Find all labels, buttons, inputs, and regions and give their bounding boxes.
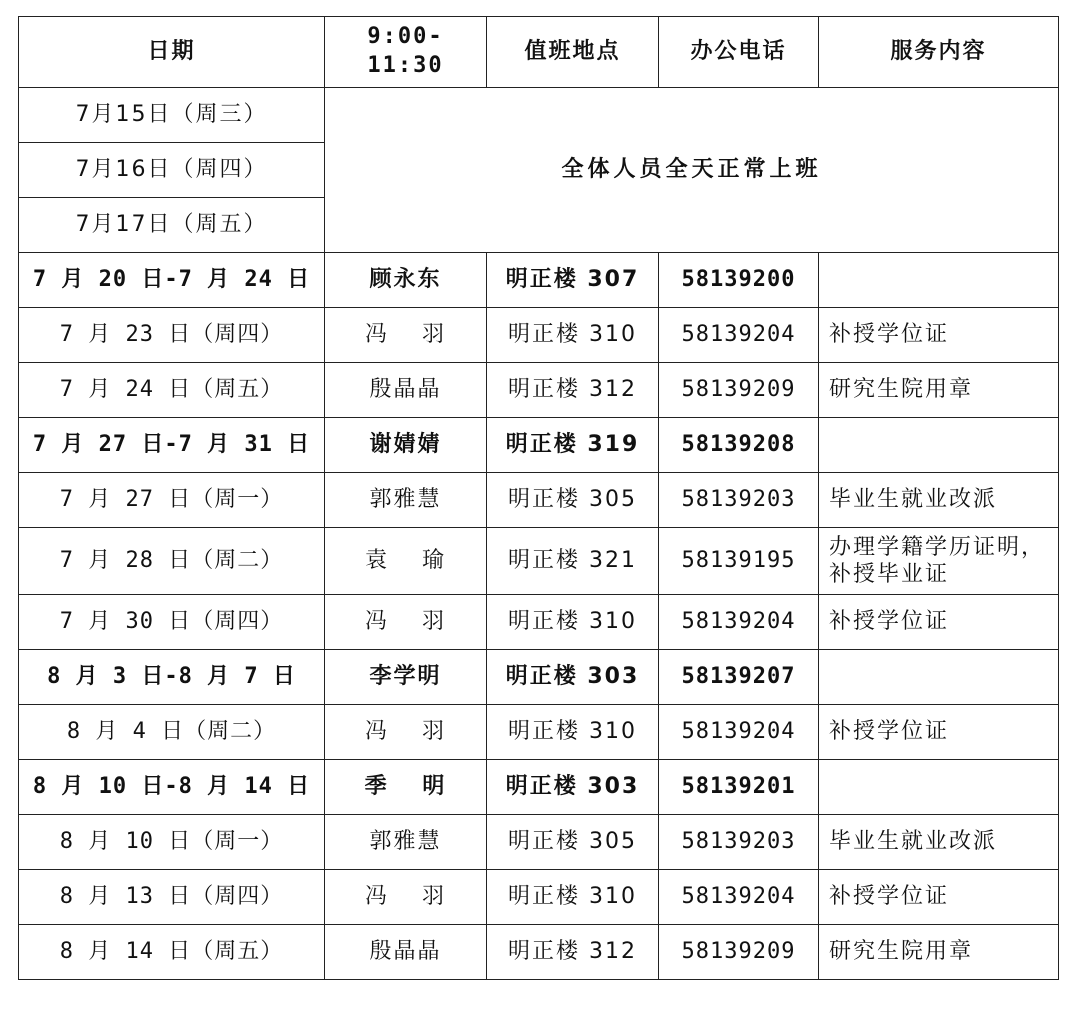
duty-date: 7 月 28 日（周二） (19, 528, 325, 595)
duty-day-row (19, 925, 1059, 980)
duty-period-row (19, 650, 1059, 705)
duty-date: 7 月 23 日（周四） (19, 308, 325, 363)
duty-phone: 58139207 (659, 650, 819, 705)
duty-person: 冯 羽 (325, 705, 487, 760)
header-time: 9:00- 11:30 (325, 17, 487, 88)
duty-service (819, 760, 1059, 815)
duty-person: 李学明 (325, 650, 487, 705)
duty-location: 明正楼 303 (487, 650, 659, 705)
duty-service: 补授学位证 (819, 870, 1059, 925)
duty-period-row (19, 418, 1059, 473)
duty-service: 研究生院用章 (819, 925, 1059, 980)
duty-phone: 58139208 (659, 418, 819, 473)
duty-person: 冯 羽 (325, 308, 487, 363)
duty-person: 殷晶晶 (325, 925, 487, 980)
duty-phone: 58139209 (659, 363, 819, 418)
duty-service (819, 253, 1059, 308)
header-date: 日期 (19, 17, 325, 88)
duty-phone: 58139203 (659, 815, 819, 870)
duty-phone: 58139204 (659, 705, 819, 760)
duty-person: 顾永东 (325, 253, 487, 308)
duty-date: 8 月 10 日-8 月 14 日 (19, 760, 325, 815)
duty-day-row (19, 705, 1059, 760)
duty-service: 毕业生就业改派 (819, 473, 1059, 528)
duty-date: 8 月 10 日（周一） (19, 815, 325, 870)
normal-day-date: 7月16日（周四） (19, 143, 325, 198)
duty-date: 8 月 4 日（周二） (19, 705, 325, 760)
duty-location: 明正楼 305 (487, 473, 659, 528)
duty-service: 办理学籍学历证明，补授毕业证 (819, 528, 1059, 595)
duty-phone: 58139204 (659, 595, 819, 650)
duty-person: 殷晶晶 (325, 363, 487, 418)
duty-location: 明正楼 307 (487, 253, 659, 308)
duty-day-row (19, 363, 1059, 418)
header-location: 值班地点 (487, 17, 659, 88)
duty-service: 研究生院用章 (819, 363, 1059, 418)
duty-day-row (19, 870, 1059, 925)
duty-period-row (19, 253, 1059, 308)
duty-location: 明正楼 310 (487, 705, 659, 760)
duty-date: 7 月 27 日（周一） (19, 473, 325, 528)
duty-phone: 58139209 (659, 925, 819, 980)
duty-location: 明正楼 310 (487, 870, 659, 925)
duty-service (819, 418, 1059, 473)
duty-person: 袁 瑜 (325, 528, 487, 595)
duty-person: 郭雅慧 (325, 815, 487, 870)
duty-date: 7 月 20 日-7 月 24 日 (19, 253, 325, 308)
duty-location: 明正楼 319 (487, 418, 659, 473)
duty-day-row (19, 528, 1059, 595)
duty-location: 明正楼 305 (487, 815, 659, 870)
duty-date: 8 月 13 日（周四） (19, 870, 325, 925)
duty-phone: 58139203 (659, 473, 819, 528)
duty-date: 7 月 24 日（周五） (19, 363, 325, 418)
duty-location: 明正楼 312 (487, 925, 659, 980)
duty-location: 明正楼 303 (487, 760, 659, 815)
duty-day-row (19, 815, 1059, 870)
duty-location: 明正楼 321 (487, 528, 659, 595)
normal-day-date: 7月15日（周三） (19, 88, 325, 143)
duty-person: 冯 羽 (325, 595, 487, 650)
duty-phone: 58139195 (659, 528, 819, 595)
duty-day-row (19, 595, 1059, 650)
duty-date: 7 月 30 日（周四） (19, 595, 325, 650)
duty-phone: 58139201 (659, 760, 819, 815)
duty-schedule-table (18, 16, 1059, 980)
duty-service: 毕业生就业改派 (819, 815, 1059, 870)
duty-phone: 58139200 (659, 253, 819, 308)
duty-day-row (19, 473, 1059, 528)
duty-phone: 58139204 (659, 308, 819, 363)
normal-work-note: 全体人员全天正常上班 (325, 88, 1059, 253)
header-phone: 办公电话 (659, 17, 819, 88)
duty-service: 补授学位证 (819, 705, 1059, 760)
duty-period-row (19, 760, 1059, 815)
header-service: 服务内容 (819, 17, 1059, 88)
duty-phone: 58139204 (659, 870, 819, 925)
duty-person: 季 明 (325, 760, 487, 815)
duty-service: 补授学位证 (819, 595, 1059, 650)
normal-day-date: 7月17日（周五） (19, 198, 325, 253)
duty-person: 谢婧婧 (325, 418, 487, 473)
header-row (19, 17, 1059, 88)
duty-day-row (19, 308, 1059, 363)
duty-person: 郭雅慧 (325, 473, 487, 528)
duty-location: 明正楼 312 (487, 363, 659, 418)
duty-service: 补授学位证 (819, 308, 1059, 363)
duty-person: 冯 羽 (325, 870, 487, 925)
duty-location: 明正楼 310 (487, 595, 659, 650)
duty-date: 8 月 3 日-8 月 7 日 (19, 650, 325, 705)
duty-service (819, 650, 1059, 705)
normal-day-row (19, 88, 1059, 143)
duty-date: 7 月 27 日-7 月 31 日 (19, 418, 325, 473)
duty-location: 明正楼 310 (487, 308, 659, 363)
duty-date: 8 月 14 日（周五） (19, 925, 325, 980)
